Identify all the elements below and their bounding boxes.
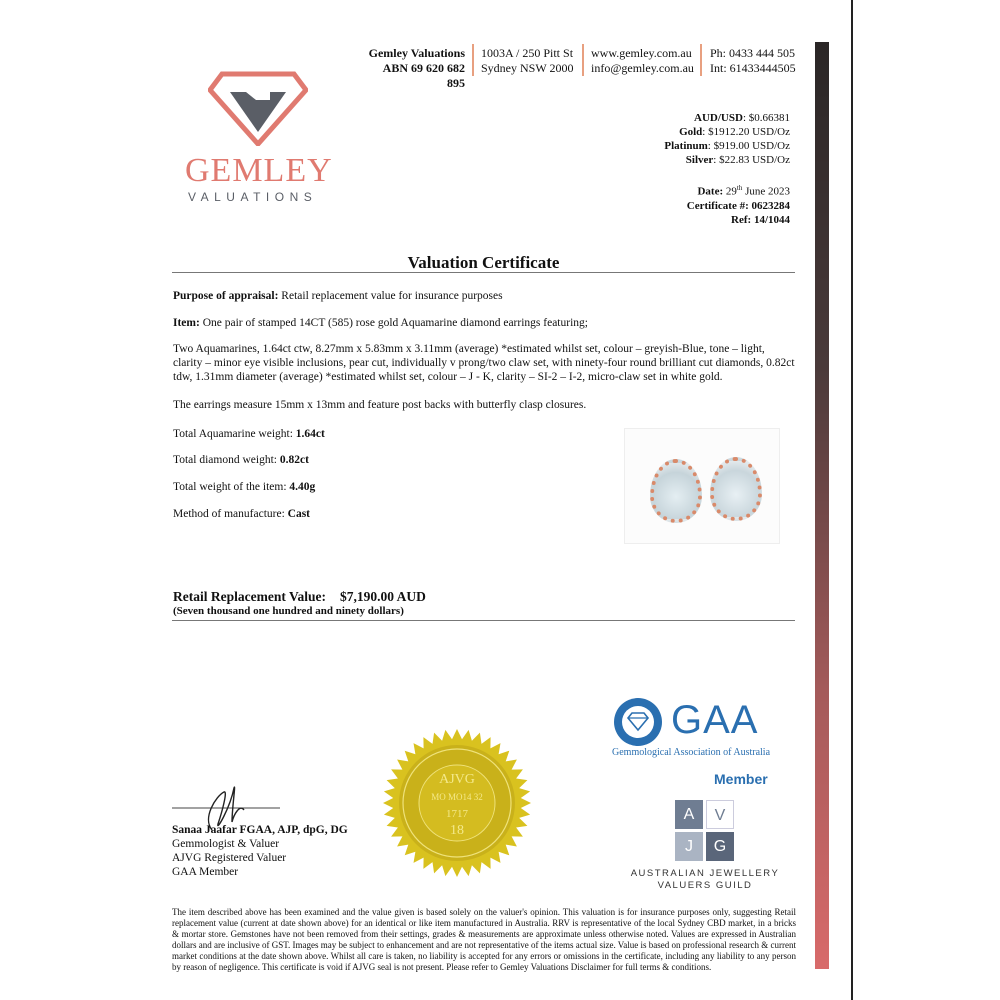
header-separator: [582, 44, 584, 76]
value-divider: [172, 620, 795, 621]
spec-manufacture-method: Method of manufacture: Cast: [173, 508, 311, 520]
spec-aquamarine-weight: Total Aquamarine weight: 1.64ct: [173, 428, 325, 440]
rate-platinum: Platinum: $919.00 USD/Oz: [664, 140, 790, 152]
address-block: [481, 46, 573, 76]
gemley-diamond-logo-icon: [208, 70, 308, 146]
page-edge-line: [851, 0, 853, 1000]
svg-text:18: 18: [450, 823, 464, 838]
title-divider: [172, 272, 795, 273]
rate-aud-usd: AUD/USD: $0.66381: [694, 112, 790, 124]
ajvg-text: AUSTRALIAN JEWELLERY VALUERS GUILD: [630, 868, 780, 891]
earrings-photo: [624, 428, 780, 544]
address-line1: 1003A / 250 Pitt St: [481, 46, 574, 60]
rate-gold: Gold: $1912.20 USD/Oz: [679, 126, 790, 138]
signatory-registration: AJVG Registered Valuer: [172, 852, 287, 864]
company-name: Gemley Valuations: [368, 46, 465, 60]
retail-value-amount: $7,190.00 AUD: [339, 589, 426, 604]
logo-name: GEMLEY: [185, 152, 333, 189]
rates-block: [580, 111, 790, 167]
phone-number: Ph: 0433 444 505: [710, 46, 796, 60]
gaa-member-label: Member: [714, 771, 768, 787]
measure-line: The earrings measure 15mm x 13mm and feature post backs with butterfly clasp closures.: [173, 399, 587, 411]
web-block: [591, 46, 694, 76]
svg-text:AJVG: AJVG: [439, 772, 475, 787]
purpose-line: Purpose of appraisal: Retail replacement value for insurance purposes: [173, 290, 503, 302]
address-line2: Sydney NSW 2000: [481, 61, 574, 75]
certificate-line: Certificate #: 0623284: [686, 199, 790, 212]
gaa-full-name: Gemmological Association of Australia: [612, 747, 771, 758]
signatory-block: [172, 823, 348, 879]
rate-silver: Silver: $22.83 USD/Oz: [685, 154, 790, 166]
meta-block: [580, 181, 790, 227]
company-abn: ABN 69 620 682 895: [382, 61, 465, 90]
signatory-title: Gemmologist & Valuer: [172, 838, 280, 850]
ajvg-gold-seal-icon: [382, 728, 532, 878]
description-paragraph: Two Aquamarines, 1.64ct ctw, 8.27mm x 5.83mm x 3.11mm (average) *estimated whilst set, colour – greyish-Blue, tone – light, clarity – minor eye visible inclusions, pear cut, individually v prong/two claw set, with ninety-four round brilliant cut diamonds, 0.82ct tdw, 1.31mm diameter (average) *estimated whilst set, colour – J - K, clarity – SI-2 – I-2, micro-claw set in white gold.: [173, 343, 795, 383]
signatory-membership: GAA Member: [172, 866, 239, 878]
spec-diamond-weight: Total diamond weight: 0.82ct: [173, 454, 309, 466]
date-line: Date: 29th June 2023: [697, 184, 790, 198]
signatory-name: Sanaa Jaafar FGAA, AJP, dpG, DG: [172, 824, 348, 836]
email-link[interactable]: info@gemley.com.au: [591, 61, 694, 75]
ajvg-logo: A V J G: [675, 800, 735, 862]
side-color-bar: [815, 42, 829, 969]
spec-total-weight: Total weight of the item: 4.40g: [173, 481, 316, 493]
logo-tagline: VALUATIONS: [188, 190, 318, 204]
retail-value-line: Retail Replacement Value: $7,190.00 AUD: [173, 589, 426, 604]
intl-number: Int: 61433444505: [710, 61, 796, 75]
page-title: Valuation Certificate: [407, 253, 560, 272]
earring-right: [710, 457, 762, 521]
retail-value-words: (Seven thousand one hundred and ninety dollars): [173, 605, 404, 617]
svg-text:MO MO14 32: MO MO14 32: [431, 792, 483, 802]
item-line: Item: One pair of stamped 14CT (585) rose gold Aquamarine diamond earrings featuring;: [173, 317, 588, 329]
earring-left: [650, 459, 702, 523]
disclaimer-text: The item described above has been examined and the value given is based solely on the valuer's opinion. This valuation is for insurance purposes only, suggesting Retail replacement value (current at date shown above) for an identical or like item manufactured in Australia. RRV is representative of the local Sydney CBD market, in a bricks & mortar store. Gemstones have not been removed from their settings, grades & measurements are approximate unless otherwise noted. Values are expressed in Australian dollars and are inclusive of GST. Images may be subject to enhancement and are not representative of the items actual size. Value is based on professional research & current market conditions at the date shown above. Whilst all care is taken, no liability is accepted for any errors or omissions in the certificate, including any liability to any person by reason of negligence. This certificate is void if AJVG seal is not present. Please refer to Gemley Valuations Disclaimer for full terms & conditions.: [172, 907, 796, 972]
header-separator: [472, 44, 474, 76]
website-link[interactable]: www.gemley.com.au: [591, 46, 692, 60]
ref-line: Ref: 14/1044: [731, 213, 790, 226]
svg-text:1717: 1717: [446, 808, 468, 820]
gaa-emblem-icon: [612, 696, 664, 748]
gaa-abbr: GAA: [671, 698, 759, 742]
phone-block: [710, 46, 796, 76]
company-block: [365, 46, 465, 91]
header-separator: [700, 44, 702, 76]
